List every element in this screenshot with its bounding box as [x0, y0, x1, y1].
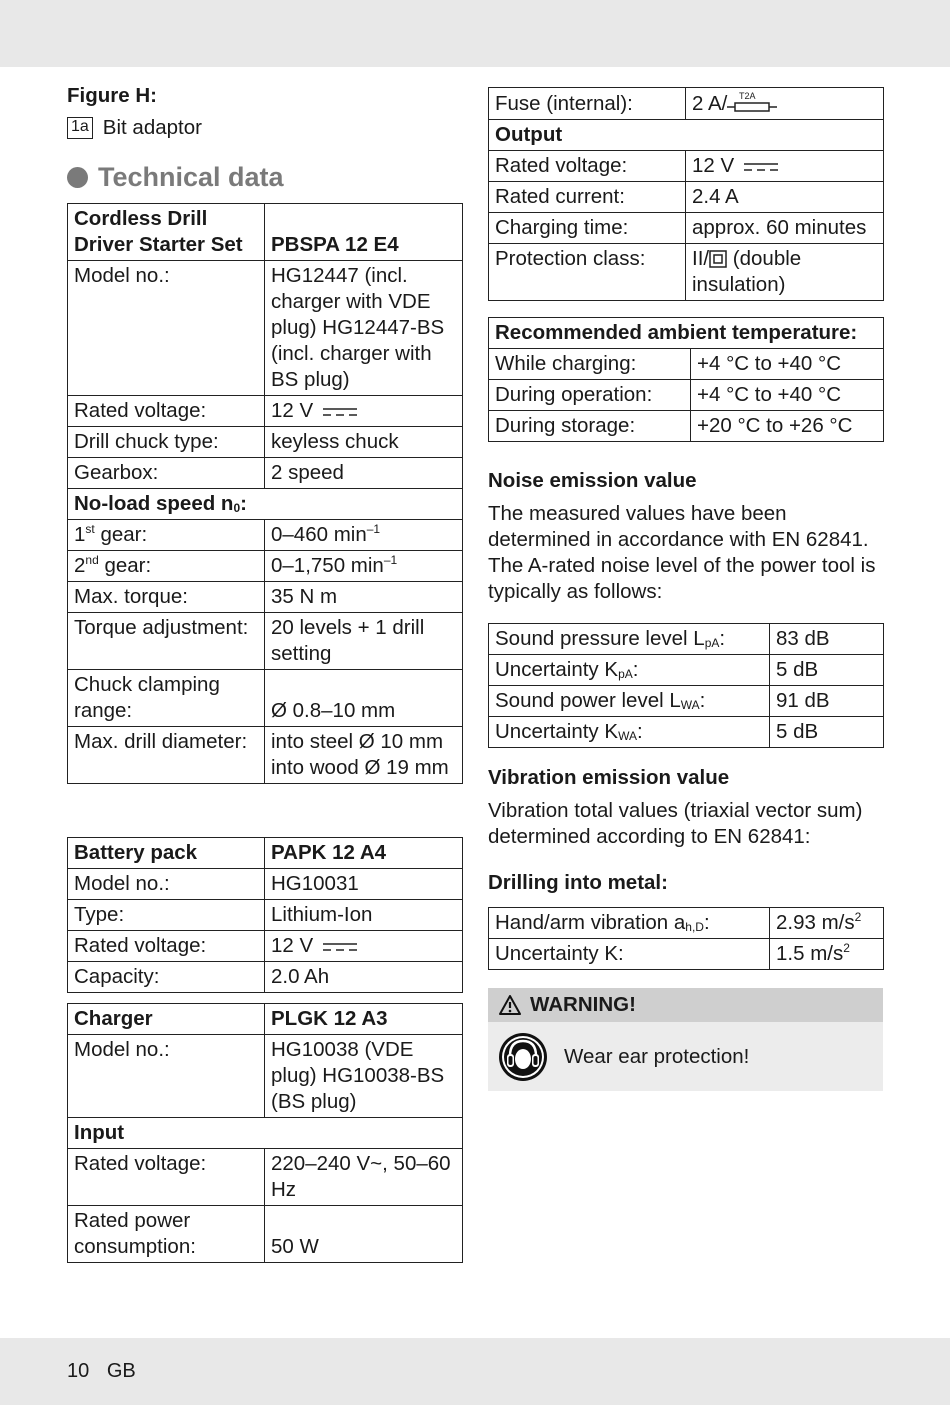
noise-heading: Noise emission value: [488, 469, 697, 492]
gear-label: gear:: [94, 523, 148, 546]
table-row: [68, 582, 463, 613]
label-text: Hand/arm vibration a: [495, 911, 686, 934]
subscript: WA: [680, 698, 700, 712]
table-header-cell: Battery pack: [68, 838, 265, 869]
table-subheader-cell: Output: [489, 120, 884, 151]
table-cell: [489, 624, 770, 655]
warning-triangle-icon: [498, 994, 522, 1016]
vibration-paragraph: Vibration total values (triaxial vector sum) determined according to EN 62841:: [488, 799, 863, 848]
table-row: [489, 120, 884, 151]
table-cell: 2.4 A: [686, 182, 884, 213]
table-cell: [770, 908, 884, 939]
table-cell: Torque adjustment:: [68, 613, 265, 670]
gear-number: 1: [74, 523, 86, 546]
table-row: [489, 686, 884, 717]
warning-content: [498, 1032, 749, 1082]
table-row: [489, 908, 884, 939]
value-text: II/: [692, 247, 710, 270]
table-header-cell: Recommended ambient temperature:: [489, 318, 884, 349]
table-cell: [686, 151, 884, 182]
section-title: [67, 160, 284, 194]
dc-current-icon: [321, 941, 359, 953]
fuse-icon: [727, 90, 779, 114]
bullet-icon: [67, 167, 88, 188]
table-row: [489, 380, 884, 411]
table-row: [68, 727, 463, 784]
table-row: [489, 349, 884, 380]
table-cell: Rated voltage:: [68, 931, 265, 962]
table-cell: +4 °C to +40 °C: [691, 349, 884, 380]
warning-header: [488, 988, 883, 1022]
table-row: [68, 551, 463, 582]
drill-spec-table: [67, 203, 463, 784]
value-text: 1.5 m/s: [776, 942, 844, 965]
table-cell: Model no.:: [68, 869, 265, 900]
table-row: [489, 655, 884, 686]
table-cell: [265, 520, 463, 551]
label-text: Uncertainty K: [495, 720, 619, 743]
table-row: [68, 427, 463, 458]
charger-spec-table: [67, 1003, 463, 1263]
table-cell: Max. drill diameter:: [68, 727, 265, 784]
double-insulation-icon: [709, 250, 727, 268]
table-row: [68, 1035, 463, 1118]
table-row: [68, 1004, 463, 1035]
table-cell: 91 dB: [770, 686, 884, 717]
table-cell: [265, 931, 463, 962]
vibration-table: [488, 907, 884, 970]
table-cell: Uncertainty K:: [489, 939, 770, 970]
table-cell: Rated voltage:: [68, 1149, 265, 1206]
table-cell: HG12447 (incl. charger with VDE plug) HG12447-BS (incl. charger with BS plug): [265, 261, 463, 396]
table-cell: [686, 88, 884, 120]
table-cell: Type:: [68, 900, 265, 931]
value-text: 12 V: [692, 154, 735, 177]
table-cell: Rated voltage:: [489, 151, 686, 182]
table-cell: 83 dB: [770, 624, 884, 655]
table-cell: HG10038 (VDE plug) HG10038-BS (BS plug): [265, 1035, 463, 1118]
value-text: 0–1,750 min: [271, 554, 384, 577]
label-tail: :: [636, 720, 643, 743]
legend-key: 1a: [67, 117, 93, 139]
table-header-cell: PAPK 12 A4: [265, 838, 463, 869]
table-row: [68, 1118, 463, 1149]
table-row: [489, 411, 884, 442]
table-cell: +4 °C to +40 °C: [691, 380, 884, 411]
table-row: [489, 624, 884, 655]
gear-number: 2: [74, 554, 86, 577]
value-text: 0–460 min: [271, 523, 367, 546]
table-row: [489, 717, 884, 748]
ordinal-suffix: nd: [85, 553, 99, 568]
subheader-text: No-load speed n: [74, 492, 234, 515]
battery-spec-table: [67, 837, 463, 993]
table-row: [68, 458, 463, 489]
table-row: [68, 670, 463, 727]
table-cell: Rated current:: [489, 182, 686, 213]
table-cell: 50 W: [265, 1206, 463, 1263]
figure-label: Figure H:: [67, 84, 157, 107]
table-cell: Ø 0.8–10 mm: [265, 670, 463, 727]
table-row: [68, 1149, 463, 1206]
table-cell: 220–240 V~, 50–60 Hz: [265, 1149, 463, 1206]
table-cell: 2 speed: [265, 458, 463, 489]
table-row: [68, 838, 463, 869]
subscript: h,D: [685, 920, 704, 934]
table-row: [68, 261, 463, 396]
dc-current-icon: [742, 161, 780, 173]
table-row: [68, 489, 463, 520]
subscript: pA: [618, 667, 633, 681]
table-cell: Lithium-Ion: [265, 900, 463, 931]
vibration-heading: Vibration emission value: [488, 766, 730, 789]
label-text: Sound pressure level L: [495, 627, 705, 650]
table-header-cell: Cordless Drill Driver Starter Set: [68, 204, 265, 261]
page-footer: [67, 1358, 148, 1384]
table-cell: Chuck clamping range:: [68, 670, 265, 727]
table-cell: [489, 686, 770, 717]
table-row: [68, 613, 463, 670]
table-cell: [68, 551, 265, 582]
gear-label: gear:: [98, 554, 152, 577]
table-header-cell: Charger: [68, 1004, 265, 1035]
table-row: [68, 1206, 463, 1263]
table-cell: [489, 717, 770, 748]
noise-table: [488, 623, 884, 748]
table-cell: 2.0 Ah: [265, 962, 463, 993]
table-row: [68, 396, 463, 427]
table-row: [489, 939, 884, 970]
table-row: [68, 931, 463, 962]
table-header-cell: PBSPA 12 E4: [265, 204, 463, 261]
warning-box: [488, 988, 883, 1091]
table-row: [489, 88, 884, 120]
table-cell: [686, 244, 884, 301]
top-band: [0, 0, 950, 67]
subscript: WA: [618, 729, 637, 743]
table-cell: 5 dB: [770, 655, 884, 686]
table-cell: into steel Ø 10 mm into wood Ø 19 mm: [265, 727, 463, 784]
table-cell: Max. torque:: [68, 582, 265, 613]
dc-current-icon: [321, 406, 359, 418]
exponent: –1: [366, 522, 381, 537]
table-cell: keyless chuck: [265, 427, 463, 458]
fuse-rating-text: T2A: [739, 91, 756, 101]
table-cell: Protection class:: [489, 244, 686, 301]
table-cell: HG10031: [265, 869, 463, 900]
table-row: [489, 182, 884, 213]
charger-output-table: [488, 87, 884, 301]
table-row: [489, 244, 884, 301]
label-tail: :: [632, 658, 639, 681]
value-text: 12 V: [271, 934, 314, 957]
legend-text: Bit adaptor: [102, 116, 202, 139]
noise-paragraph: The measured values have been determined in accordance with EN 62841. The A-rated noise level of the power tool is typically as follows:: [488, 502, 876, 603]
table-cell: 35 N m: [265, 582, 463, 613]
label-tail: :: [699, 689, 706, 712]
exponent: –1: [383, 553, 398, 568]
table-cell: [489, 655, 770, 686]
drilling-metal-heading: Drilling into metal:: [488, 871, 668, 894]
table-cell: Model no.:: [68, 1035, 265, 1118]
table-cell: Drill chuck type:: [68, 427, 265, 458]
table-row: [68, 204, 463, 261]
table-cell: Model no.:: [68, 261, 265, 396]
table-cell: Charging time:: [489, 213, 686, 244]
warning-text: Wear ear protection!: [564, 1045, 750, 1068]
table-cell: Capacity:: [68, 962, 265, 993]
table-header-cell: PLGK 12 A3: [265, 1004, 463, 1035]
table-row: [68, 900, 463, 931]
table-row: [68, 962, 463, 993]
table-row: [68, 869, 463, 900]
exponent: 2: [843, 941, 850, 956]
table-cell: Rated power consumption:: [68, 1206, 265, 1263]
label-tail: :: [719, 627, 726, 650]
label-text: Uncertainty K: [495, 658, 619, 681]
table-cell: While charging:: [489, 349, 691, 380]
subscript: 0: [233, 501, 241, 515]
table-cell: [265, 551, 463, 582]
table-cell: [489, 908, 770, 939]
table-cell: [265, 396, 463, 427]
table-row: [489, 151, 884, 182]
table-cell: During operation:: [489, 380, 691, 411]
value-text: 2.93 m/s: [776, 911, 855, 934]
value-text: (double insulation): [692, 247, 802, 296]
table-row: [489, 213, 884, 244]
table-cell: [770, 939, 884, 970]
subscript: pA: [704, 636, 720, 650]
ear-protection-icon: [498, 1032, 548, 1082]
table-cell: Gearbox:: [68, 458, 265, 489]
table-subheader-cell: Input: [68, 1118, 463, 1149]
exponent: 2: [854, 910, 862, 925]
value-text: 12 V: [271, 399, 314, 422]
table-cell: During storage:: [489, 411, 691, 442]
table-subheader-cell: No-load speed $n_0$:: [68, 489, 463, 520]
table-cell: 20 levels + 1 drill setting: [265, 613, 463, 670]
table-row: [68, 520, 463, 551]
table-row: [489, 318, 884, 349]
label-text: Sound power level L: [495, 689, 681, 712]
ambient-temperature-table: [488, 317, 884, 442]
table-cell: Fuse (internal):: [489, 88, 686, 120]
table-cell: Rated voltage:: [68, 396, 265, 427]
label-tail: :: [703, 911, 710, 934]
table-cell: +20 °C to +26 °C: [691, 411, 884, 442]
value-text: 2 A/: [692, 92, 728, 115]
table-cell: 5 dB: [770, 717, 884, 748]
language-code: GB: [106, 1360, 136, 1382]
warning-title: WARNING!: [530, 993, 636, 1016]
section-title-text: Technical data: [98, 162, 284, 192]
table-cell: approx. 60 minutes: [686, 213, 884, 244]
table-cell: [68, 520, 265, 551]
figure-legend-item: [67, 115, 202, 141]
page-number: 10: [67, 1360, 90, 1382]
ordinal-suffix: st: [85, 522, 95, 537]
